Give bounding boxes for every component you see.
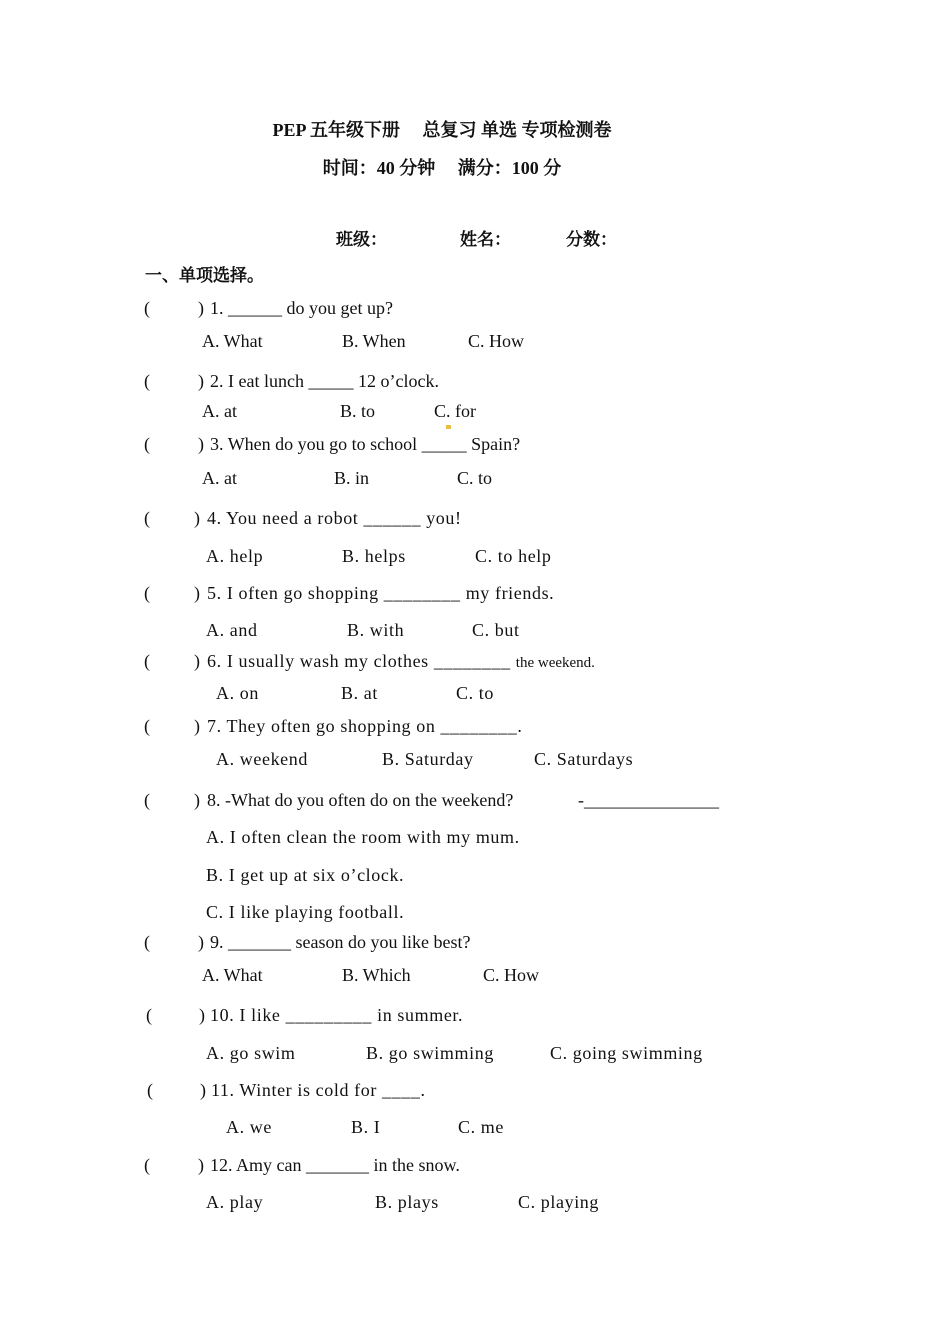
question-number: 1.: [210, 298, 224, 318]
option-b: B. in: [334, 468, 370, 488]
score-label: 分数：: [566, 230, 617, 249]
option-a: A. play: [206, 1192, 264, 1212]
question-text: I usually wash my clothes ________: [226, 651, 511, 671]
option-c: C. I like playing football.: [206, 902, 405, 922]
option-c: C. for: [434, 401, 476, 421]
question-number: 4.: [207, 508, 222, 528]
option-a: A. I often clean the room with my mum.: [206, 827, 520, 847]
question-text: When do you go to school _____ Spain?: [227, 434, 521, 454]
option-c: C. to: [456, 683, 495, 703]
question-text: They often go shopping on ________.: [226, 716, 523, 736]
page-subtitle: 时间：40 分钟 满分：100 分: [322, 158, 562, 178]
option-b: B. helps: [342, 546, 406, 566]
name-label: 姓名：: [460, 230, 511, 249]
question-text: -What do you often do on the weekend?: [225, 790, 514, 810]
page-title: PEP 五年级下册 总复习 单选 专项检测卷: [272, 120, 612, 140]
option-c: C. Saturdays: [534, 749, 634, 769]
question-text: I eat lunch _____ 12 o’clock.: [228, 371, 439, 391]
option-b: B. to: [340, 401, 376, 421]
option-a: A. help: [206, 546, 264, 566]
question-text: _______ season do you like best?: [228, 932, 471, 952]
question-number: 7.: [207, 716, 222, 736]
question-text: Winter is cold for ____.: [239, 1080, 426, 1100]
option-a: A. What: [202, 965, 263, 985]
option-a: A. and: [206, 620, 258, 640]
question-text: I like _________ in summer.: [239, 1005, 464, 1025]
question-number: 9.: [210, 932, 224, 952]
question-number: 11.: [211, 1080, 235, 1100]
option-c: C. to help: [475, 546, 552, 566]
question-text: You need a robot ______ you!: [226, 508, 462, 528]
question-number: 5.: [207, 583, 222, 603]
question-number: 8.: [207, 790, 221, 810]
question-number: 6.: [207, 651, 222, 671]
option-a: A. we: [226, 1117, 272, 1137]
question-number: 3.: [210, 434, 224, 454]
option-b: B. I get up at six o’clock.: [206, 865, 405, 885]
question-number: 12.: [210, 1155, 233, 1175]
option-b: B. I: [351, 1117, 381, 1137]
option-a: A. go swim: [206, 1043, 296, 1063]
question-text: Amy can _______ in the snow.: [236, 1155, 460, 1175]
option-c: C. going swimming: [550, 1043, 703, 1063]
option-b: B. Which: [342, 965, 411, 985]
question-text: ______ do you get up?: [228, 298, 393, 318]
question-text-tail: the weekend.: [515, 655, 595, 671]
highlight-mark: [445, 416, 451, 434]
option-c: C. How: [468, 331, 525, 351]
option-c: C. to: [457, 468, 493, 488]
option-b: B. at: [341, 683, 378, 703]
option-c: C. me: [458, 1117, 504, 1137]
option-b: B. plays: [375, 1192, 439, 1212]
question-number: 10.: [210, 1005, 235, 1025]
option-b: B. When: [342, 331, 406, 351]
question-number: 2.: [210, 371, 224, 391]
option-c: C. playing: [518, 1192, 599, 1212]
class-label: 班级：: [336, 230, 387, 249]
option-b: B. Saturday: [382, 749, 474, 769]
option-a: A. on: [216, 683, 259, 703]
option-a: A. What: [202, 331, 263, 351]
section-title: 一、单项选择。: [145, 266, 264, 285]
option-b: B. with: [347, 620, 405, 640]
option-a: A. at: [202, 401, 237, 421]
option-c: C. but: [472, 620, 520, 640]
option-b: B. go swimming: [366, 1043, 494, 1063]
answer-blank: -_______________: [578, 790, 719, 810]
option-a: A. at: [202, 468, 237, 488]
question-text: I often go shopping ________ my friends.: [226, 583, 555, 603]
option-a: A. weekend: [216, 749, 308, 769]
option-c: C. How: [483, 965, 540, 985]
